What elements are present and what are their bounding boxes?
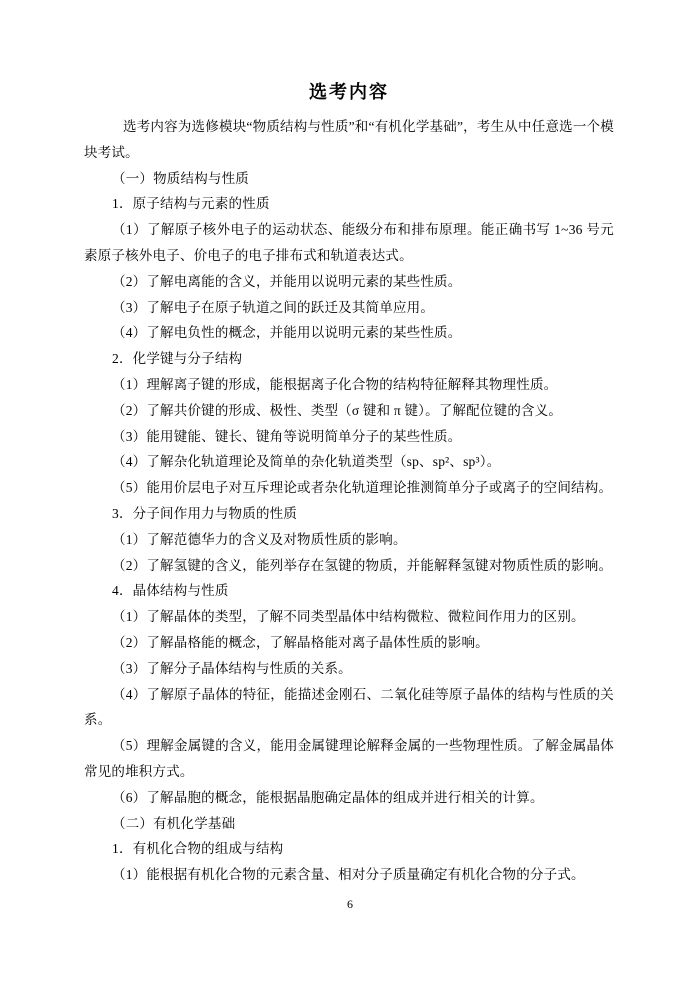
numbered-heading: 4．晶体结构与性质	[112, 583, 229, 599]
content-item: （2）了解晶格能的概念，了解晶格能对离子晶体性质的影响。	[112, 634, 489, 650]
content-item: （1）理解离子键的形成，能根据离子化合物的结构特征解释其物理性质。	[112, 376, 558, 392]
page-number: 6	[347, 897, 353, 911]
content-item: （4）了解原子晶体的特征，能描述金刚石、二氧化硅等原子晶体的结构与性质的关系。	[84, 686, 614, 728]
content-item: （1）了解范德华力的含义及对物质性质的影响。	[112, 531, 407, 547]
page-title: 选考内容	[309, 82, 389, 102]
content-item: （3）了解分子晶体结构与性质的关系。	[112, 660, 352, 676]
content-item: （2）了解电离能的含义，并能用以说明元素的某些性质。	[112, 273, 462, 289]
section-heading: （二）有机化学基础	[112, 815, 236, 831]
numbered-heading: 2．化学键与分子结构	[112, 351, 243, 367]
content-item: （1）能根据有机化合物的元素含量、相对分子质量确定有机化合物的分子式。	[112, 867, 585, 883]
content-item: （4）了解电负性的概念，并能用以说明元素的某些性质。	[112, 325, 462, 341]
content-item: （5）理解金属键的含义，能用金属键理论解释金属的一些物理性质。了解金属晶体常见的堆积方式。	[84, 738, 614, 779]
numbered-heading: 1．有机化合物的组成与结构	[112, 841, 284, 857]
intro-paragraph: 选考内容为选修模块“物质结构与性质”和“有机化学基础”，考生从中任意选一个模块考试。	[84, 119, 614, 160]
numbered-heading: 1．原子结构与元素的性质	[112, 196, 270, 212]
content-item: （2）了解共价键的形成、极性、类型（σ 键和 π 键）。了解配位键的含义。	[112, 402, 563, 418]
content-item: （1）了解原子核外电子的运动状态、能级分布和排布原理。能正确书写 1~36 号元素原子核外电子、价电子的电子排布式和轨道表达式。	[84, 222, 614, 263]
content-item: （1）了解晶体的类型，了解不同类型晶体中结构微粒、微粒间作用力的区别。	[112, 609, 585, 625]
content-item: （6）了解晶胞的概念，能根据晶胞确定晶体的组成并进行相关的计算。	[112, 789, 544, 805]
content-item: （5）能用价层电子对互斥理论或者杂化轨道理论推测简单分子或离子的空间结构。	[112, 480, 613, 496]
content-item: （3）了解电子在原子轨道之间的跃迁及其简单应用。	[112, 299, 435, 315]
numbered-heading: 3．分子间作用力与物质的性质	[112, 505, 298, 521]
document-content	[84, 78, 614, 888]
section-heading: （一）物质结构与性质	[112, 170, 249, 186]
content-item: （4）了解杂化轨道理论及简单的杂化轨道类型（sp、sp²、sp³）。	[112, 454, 501, 470]
content-item: （2）了解氢键的含义，能列举存在氢键的物质，并能解释氢键对物质性质的影响。	[112, 557, 613, 573]
content-item: （3）能用键能、键长、键角等说明简单分子的某些性质。	[112, 428, 462, 444]
